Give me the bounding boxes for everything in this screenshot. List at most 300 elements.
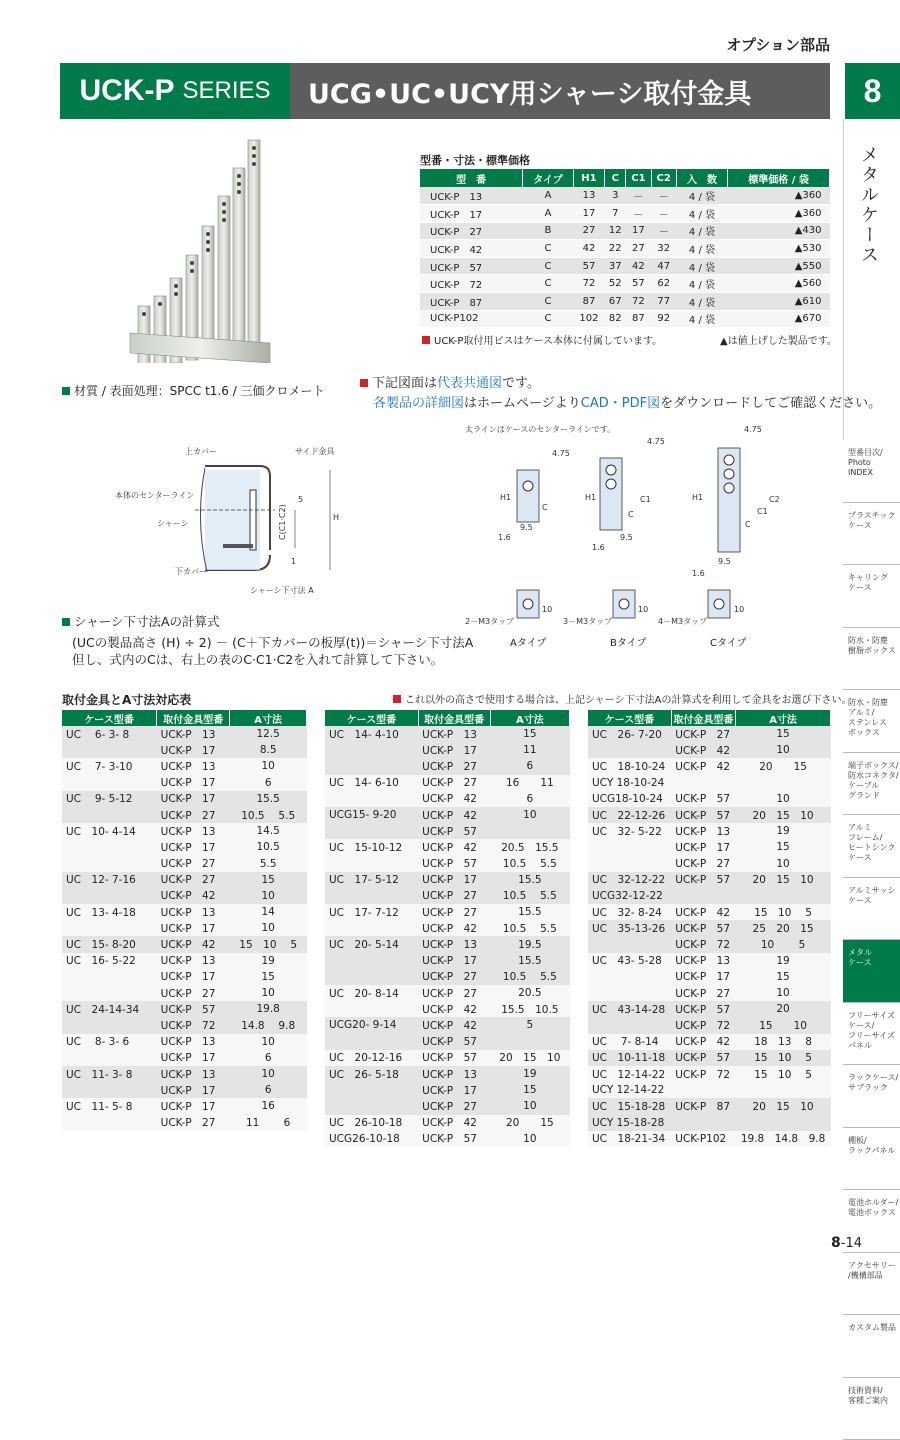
compat-cell: 16 bbox=[230, 1098, 307, 1114]
price-cell: 72 bbox=[626, 293, 651, 311]
compat-cell: 19 bbox=[230, 953, 307, 969]
screw-note bbox=[422, 332, 662, 347]
price-cell: 27 bbox=[626, 240, 651, 258]
compat-cell bbox=[325, 742, 418, 758]
compat-row bbox=[62, 1001, 307, 1017]
compat-cell: 5.5 bbox=[230, 856, 307, 872]
compat-row bbox=[325, 856, 570, 872]
compat-cell bbox=[588, 856, 671, 872]
compat-cell: 14.5 bbox=[230, 823, 307, 839]
compat-col-header: ケース型番 bbox=[588, 710, 671, 726]
cad-pdf-link[interactable]: CAD・PDF図 bbox=[581, 396, 660, 411]
compat-col-header: ケース型番 bbox=[62, 710, 157, 726]
price-cell: C bbox=[523, 275, 573, 293]
compat-cell: UCK-P 42 bbox=[671, 1034, 735, 1050]
price-cell: 62 bbox=[651, 275, 676, 293]
compat-cell bbox=[325, 1034, 418, 1050]
compat-cell: UC 12-14-22 bbox=[588, 1066, 671, 1082]
compat-cell: UC 15-10-12 bbox=[325, 839, 418, 855]
compat-cell: 10 bbox=[490, 1098, 569, 1114]
price-cell: 4 / 袋 bbox=[676, 257, 727, 275]
compat-row bbox=[588, 839, 831, 855]
compat-row bbox=[588, 872, 831, 888]
compat-cell bbox=[671, 1115, 735, 1131]
compat-cell: 15 bbox=[230, 969, 307, 985]
compat-cell: UCK-P 57 bbox=[671, 1050, 735, 1066]
compat-cell bbox=[62, 985, 157, 1001]
compat-cell: 20 15 bbox=[490, 1115, 569, 1131]
compat-row bbox=[62, 1050, 307, 1066]
compat-cell: 6 bbox=[230, 775, 307, 791]
compat-row bbox=[325, 791, 570, 807]
compat-cell: UC 14- 6-10 bbox=[325, 775, 418, 791]
compat-cell: UCK-P 27 bbox=[157, 985, 230, 1001]
sidebar-item[interactable]: カスタム製品 bbox=[843, 1315, 900, 1378]
compat-cell: UC 14- 4-10 bbox=[325, 726, 418, 742]
compat-cell bbox=[490, 823, 569, 839]
compat-cell: 11 bbox=[490, 742, 569, 758]
compat-cell: 10.5 5.5 bbox=[490, 920, 569, 936]
compat-cell bbox=[325, 856, 418, 872]
price-cell: ▲550 bbox=[728, 257, 830, 275]
compat-row bbox=[62, 839, 307, 855]
compat-cell: UCK-P 17 bbox=[157, 791, 230, 807]
compat-cell bbox=[588, 1017, 671, 1033]
price-cell: 57 bbox=[626, 275, 651, 293]
compat-cell: UC 17- 5-12 bbox=[325, 872, 418, 888]
compat-cell bbox=[62, 1017, 157, 1033]
price-cell: 4 / 袋 bbox=[676, 205, 727, 223]
compat-row bbox=[62, 775, 307, 791]
compat-cell: 20.5 bbox=[490, 985, 569, 1001]
compat-cell: UCK-P102 bbox=[671, 1131, 735, 1147]
compat-cell: UC 7- 8-14 bbox=[588, 1034, 671, 1050]
compat-row bbox=[588, 953, 831, 969]
compat-cell: UCK-P 57 bbox=[157, 1001, 230, 1017]
compat-cell bbox=[325, 920, 418, 936]
label-c: C(C1·C2) bbox=[278, 504, 287, 540]
compat-row bbox=[588, 985, 831, 1001]
price-cell: ▲560 bbox=[728, 275, 830, 293]
compat-col-header: ケース型番 bbox=[325, 710, 418, 726]
compat-cell: UC 32- 5-22 bbox=[588, 823, 671, 839]
compat-cell: UCK-P 27 bbox=[418, 904, 490, 920]
price-cell: A bbox=[523, 187, 573, 205]
compat-row bbox=[588, 1017, 831, 1033]
sidebar-item[interactable]: 棚板/ ラックパネル bbox=[843, 1128, 900, 1191]
compat-cell: UCK-P 27 bbox=[418, 969, 490, 985]
dim-c-a: C bbox=[542, 503, 548, 512]
compat-cell: UCK-P 17 bbox=[418, 953, 490, 969]
sidebar-item[interactable]: キャリング ケース bbox=[843, 565, 900, 628]
compat-cell: 19 bbox=[736, 953, 831, 969]
compat-row bbox=[325, 1098, 570, 1114]
compat-cell: 10.5 5.5 bbox=[490, 969, 569, 985]
price-cell: 67 bbox=[605, 293, 626, 311]
compat-cell: 18 13 8 bbox=[736, 1034, 831, 1050]
compat-cell: UCK-P 13 bbox=[157, 823, 230, 839]
compat-row bbox=[588, 775, 831, 791]
compat-cell: UC 10- 4-14 bbox=[62, 823, 157, 839]
compat-cell: 14 bbox=[230, 904, 307, 920]
compat-cell: UC 20- 8-14 bbox=[325, 985, 418, 1001]
compat-cell: UCK-P 27 bbox=[157, 872, 230, 888]
compat-row bbox=[325, 985, 570, 1001]
compat-row bbox=[62, 856, 307, 872]
compat-col-header: A寸法 bbox=[490, 710, 569, 726]
sidebar-item[interactable]: アルミサッシ ケース bbox=[843, 878, 900, 941]
compat-cell: 10 bbox=[736, 742, 831, 758]
compat-cell: UC 11- 3- 8 bbox=[62, 1066, 157, 1082]
compat-cell: UCK-P 27 bbox=[671, 985, 735, 1001]
price-cell: ▲530 bbox=[728, 240, 830, 258]
compat-cell: 20.5 15.5 bbox=[490, 839, 569, 855]
price-cell: 22 bbox=[605, 240, 626, 258]
price-cell: － bbox=[626, 205, 651, 223]
title-banner bbox=[60, 63, 830, 119]
compat-cell: UCK-P 13 bbox=[671, 953, 735, 969]
dim-c1-c: C1 bbox=[757, 507, 768, 516]
compat-cell bbox=[736, 888, 831, 904]
price-cell: ▲360 bbox=[728, 205, 830, 223]
compat-cell: UC 24-14-34 bbox=[62, 1001, 157, 1017]
type-c-label: Cタイプ bbox=[710, 637, 746, 649]
compat-cell: 10 5 bbox=[736, 936, 831, 952]
compat-cell: 15 10 5 bbox=[736, 904, 831, 920]
formula-line1: (UCの製品高さ (H) ÷ 2) － (C＋下カバーの板厚(t))＝シャーシ下寸法A bbox=[62, 634, 473, 651]
screw-note-text: UCK-P取付用ビスはケース本体に付属しています。 bbox=[434, 336, 662, 347]
price-cell: 57 bbox=[573, 257, 605, 275]
compat-cell: UCK-P 57 bbox=[671, 1001, 735, 1017]
compat-row bbox=[588, 807, 831, 823]
compat-row bbox=[588, 758, 831, 774]
compat-cell: UC 35-13-26 bbox=[588, 920, 671, 936]
compat-row bbox=[325, 807, 570, 823]
sidebar-item[interactable]: メタル ケース bbox=[843, 940, 900, 1003]
compat-row bbox=[62, 1066, 307, 1082]
compat-cell: 10 bbox=[230, 920, 307, 936]
compat-row bbox=[588, 1115, 831, 1131]
compat-cell: 19 bbox=[490, 1066, 569, 1082]
compat-row bbox=[62, 969, 307, 985]
compat-row bbox=[325, 1131, 570, 1147]
compat-cell: UC 20-12-16 bbox=[325, 1050, 418, 1066]
compat-cell: UCK-P 42 bbox=[418, 1115, 490, 1131]
compat-cell: 15 10 5 bbox=[736, 1066, 831, 1082]
compat-cell: UCK-P 42 bbox=[418, 1001, 490, 1017]
formula-section bbox=[62, 613, 473, 668]
compat-cell: UC 15-18-28 bbox=[588, 1098, 671, 1114]
compat-cell: UCK-P 17 bbox=[157, 1098, 230, 1114]
price-cell: 4 / 袋 bbox=[676, 293, 727, 311]
price-cell: C bbox=[523, 310, 573, 328]
price-row bbox=[420, 275, 830, 293]
sidebar-item[interactable]: 型番目次/ Photo INDEX bbox=[843, 440, 900, 503]
compat-cell: UC 13- 4-18 bbox=[62, 904, 157, 920]
compat-cell: 10.5 5.5 bbox=[490, 888, 569, 904]
compat-cell: UCK-P 42 bbox=[418, 920, 490, 936]
dim-10-a: 10 bbox=[542, 605, 552, 614]
series-light: SERIES bbox=[182, 77, 270, 105]
compat-cell: UCK-P 42 bbox=[671, 904, 735, 920]
compat-cell: 20 15 10 bbox=[736, 1098, 831, 1114]
price-cell: 4 / 袋 bbox=[676, 222, 727, 240]
compat-cell: 10.5 5.5 bbox=[490, 856, 569, 872]
compat-cell: UCK-P 57 bbox=[418, 823, 490, 839]
compat-cell bbox=[62, 969, 157, 985]
compat-cell: UCK-P 17 bbox=[157, 775, 230, 791]
compat-cell: UCK-P 13 bbox=[671, 823, 735, 839]
sidebar-item[interactable]: アルミ フレーム/ ヒートシンク ケース bbox=[843, 815, 900, 878]
price-row bbox=[420, 257, 830, 275]
compat-row bbox=[325, 758, 570, 774]
compat-cell: UCK-P 42 bbox=[157, 888, 230, 904]
compat-table-3 bbox=[588, 710, 831, 1147]
compat-row bbox=[588, 1034, 831, 1050]
compat-cell: 10.5 bbox=[230, 839, 307, 855]
sidebar-title: メタルケース bbox=[855, 145, 881, 265]
compat-cell: UCK-P 17 bbox=[157, 969, 230, 985]
compat-row bbox=[588, 888, 831, 904]
compat-row bbox=[62, 823, 307, 839]
compat-cell: UCK-P 72 bbox=[157, 1017, 230, 1033]
price-col-header: 型 番 bbox=[420, 169, 523, 187]
compat-cell: UCK-P 57 bbox=[418, 1034, 490, 1050]
compat-cell bbox=[325, 823, 418, 839]
compat-cell: UCK-P 57 bbox=[671, 791, 735, 807]
compat-row bbox=[62, 807, 307, 823]
compat-cell: UCG18-10-24 bbox=[588, 791, 671, 807]
price-cell: C bbox=[523, 240, 573, 258]
price-cell: 87 bbox=[626, 310, 651, 328]
compat-cell: UCK-P 57 bbox=[418, 1131, 490, 1147]
compat-cell: 6 bbox=[490, 758, 569, 774]
compat-cell: UCK-P 13 bbox=[157, 758, 230, 774]
compat-cell: UCK-P 42 bbox=[671, 742, 735, 758]
price-cell: ▲670 bbox=[728, 310, 830, 328]
compat-cell bbox=[62, 1115, 157, 1131]
compat-cell: 15.5 10.5 bbox=[490, 1001, 569, 1017]
compat-cell bbox=[325, 953, 418, 969]
compat-cell: UCK-P 13 bbox=[157, 1066, 230, 1082]
dim-h1-a: H1 bbox=[500, 493, 511, 502]
compat-col-header: 取付金具型番 bbox=[418, 710, 490, 726]
compat-cell bbox=[490, 1034, 569, 1050]
dl-text4: をダウンロードしてご確認ください。 bbox=[660, 396, 881, 411]
compat-cell bbox=[62, 775, 157, 791]
price-cell: 4 / 袋 bbox=[676, 187, 727, 205]
compat-cell: UCK-P 42 bbox=[157, 936, 230, 952]
price-cell: UCK-P 42 bbox=[420, 240, 523, 258]
compat-cell: UCK-P 17 bbox=[157, 1050, 230, 1066]
compat-row bbox=[62, 726, 307, 742]
compat-row bbox=[588, 1082, 831, 1098]
compat-row bbox=[588, 1001, 831, 1017]
price-col-header: C2 bbox=[651, 169, 676, 187]
page-title: UCG•UC•UCY用シャーシ取付金具 bbox=[290, 63, 830, 119]
compat-cell bbox=[325, 791, 418, 807]
dim-16-a: 1.6 bbox=[498, 533, 511, 542]
price-row bbox=[420, 310, 830, 328]
compat-cell: 5 bbox=[490, 1017, 569, 1033]
compat-cell: UCK-P 42 bbox=[418, 791, 490, 807]
dim-h1-b: H1 bbox=[585, 493, 596, 502]
compat-cell: UC 20- 5-14 bbox=[325, 936, 418, 952]
compat-cell: 15 10 5 bbox=[230, 936, 307, 952]
sidebar-item[interactable]: アクセサリー /機構部品 bbox=[843, 1253, 900, 1316]
detail-drawing-link[interactable]: 各製品の詳細図 bbox=[373, 396, 464, 411]
compat-cell: UC 22-12-26 bbox=[588, 807, 671, 823]
compat-row bbox=[325, 1017, 570, 1033]
compat-cell: 10 bbox=[230, 985, 307, 1001]
download-note bbox=[360, 374, 881, 414]
compat-cell: 25 20 15 bbox=[736, 920, 831, 936]
compat-row bbox=[62, 1115, 307, 1131]
page-number bbox=[831, 1235, 862, 1251]
compat-col-header: A寸法 bbox=[230, 710, 307, 726]
compat-cell: UC 8- 3- 6 bbox=[62, 1034, 157, 1050]
sidebar-item[interactable]: プラスチック ケース bbox=[843, 503, 900, 566]
dim-475-a: 4.75 bbox=[552, 449, 570, 458]
compat-row bbox=[325, 953, 570, 969]
compat-cell bbox=[588, 985, 671, 1001]
compat-cell: UCK-P 27 bbox=[418, 1098, 490, 1114]
compat-cell: UCK-P 57 bbox=[671, 807, 735, 823]
type-b-label: Bタイプ bbox=[610, 637, 646, 649]
price-cell: － bbox=[626, 187, 651, 205]
price-cell: 4 / 袋 bbox=[676, 240, 727, 258]
compat-cell: UCK-P 17 bbox=[418, 872, 490, 888]
sidebar-nav bbox=[843, 440, 900, 1440]
compat-row bbox=[588, 1066, 831, 1082]
compat-row bbox=[325, 936, 570, 952]
compat-cell: UCK-P 13 bbox=[157, 904, 230, 920]
page-sub: -14 bbox=[841, 1236, 862, 1251]
compat-cell: UC 6- 3- 8 bbox=[62, 726, 157, 742]
compat-cell: 10.5 5.5 bbox=[230, 807, 307, 823]
price-cell: ▲360 bbox=[728, 187, 830, 205]
compat-row bbox=[325, 1066, 570, 1082]
dim-c-b: C bbox=[628, 510, 634, 519]
sidebar-item[interactable]: 防水・防塵 アルミ/ ステンレス ボックス bbox=[843, 690, 900, 753]
compat-table-2 bbox=[325, 710, 570, 1147]
compat-cell: 20 15 10 bbox=[736, 807, 831, 823]
sidebar-item[interactable]: 技術資料/ 客種ご案内 bbox=[843, 1378, 900, 1440]
label-bottom-cover: 下カバー bbox=[175, 567, 207, 576]
price-cell: 27 bbox=[573, 222, 605, 240]
dim-475-c: 4.75 bbox=[744, 425, 762, 434]
compat-cell: UCK-P 13 bbox=[157, 953, 230, 969]
label-side-bracket: サイド金具 bbox=[295, 446, 335, 456]
compat-cell: UC 17- 7-12 bbox=[325, 904, 418, 920]
price-row bbox=[420, 187, 830, 205]
price-row bbox=[420, 222, 830, 240]
sidebar-item[interactable]: 電池ホルダー/ 電池ボックス bbox=[843, 1190, 900, 1253]
compat-cell: UCK-P 87 bbox=[671, 1098, 735, 1114]
price-cell: 77 bbox=[651, 293, 676, 311]
compat-row bbox=[62, 953, 307, 969]
compat-cell: UCK-P 13 bbox=[418, 936, 490, 952]
compat-cell: UCK-P 27 bbox=[418, 775, 490, 791]
compat-cell: UCK-P 17 bbox=[157, 920, 230, 936]
compat-cell bbox=[62, 839, 157, 855]
compat-cell: UCG32-12-22 bbox=[588, 888, 671, 904]
compat-cell: 10 bbox=[230, 1066, 307, 1082]
price-cell: C bbox=[523, 293, 573, 311]
compat-row bbox=[325, 920, 570, 936]
price-cell: C bbox=[523, 257, 573, 275]
compat-cell: UC 32-12-22 bbox=[588, 872, 671, 888]
compat-cell: UCK-P 57 bbox=[671, 872, 735, 888]
label-1: 1 bbox=[291, 557, 296, 566]
compat-cell: UCK-P 27 bbox=[418, 888, 490, 904]
compat-row bbox=[325, 839, 570, 855]
compat-row bbox=[62, 888, 307, 904]
compat-row bbox=[62, 1017, 307, 1033]
compat-cell bbox=[671, 888, 735, 904]
sidebar-item[interactable]: 端子ボックス/ 防水コネクタ/ ケーブル グランド bbox=[843, 753, 900, 816]
compat-cell: UC 10-11-18 bbox=[588, 1050, 671, 1066]
dim-10-c: 10 bbox=[734, 605, 744, 614]
compat-row bbox=[325, 888, 570, 904]
compat-row bbox=[588, 936, 831, 952]
price-col-header: 入 数 bbox=[676, 169, 727, 187]
compat-row bbox=[62, 1034, 307, 1050]
compat-cell bbox=[62, 920, 157, 936]
compat-col-header: A寸法 bbox=[736, 710, 831, 726]
price-cell: B bbox=[523, 222, 573, 240]
dim-95-a: 9.5 bbox=[520, 523, 533, 532]
compat-cell bbox=[62, 856, 157, 872]
compat-row bbox=[62, 1098, 307, 1114]
sidebar-item[interactable]: ラックケース/ サブラック bbox=[843, 1065, 900, 1128]
compat-cell: 15 10 5 bbox=[736, 1050, 831, 1066]
compat-cell: UCK-P 57 bbox=[671, 920, 735, 936]
compat-table-1 bbox=[62, 710, 307, 1131]
common-drawing-link[interactable]: 代表共通図 bbox=[437, 376, 502, 391]
sidebar-item[interactable]: 防水・防塵 樹脂ボックス bbox=[843, 628, 900, 691]
compat-row bbox=[62, 985, 307, 1001]
price-cell: UCK-P 57 bbox=[420, 257, 523, 275]
compat-row bbox=[588, 791, 831, 807]
sidebar-item[interactable]: フリーサイズ ケース/ フリーサイズ パネル bbox=[843, 1003, 900, 1066]
compat-cell: UC 11- 5- 8 bbox=[62, 1098, 157, 1114]
compat-cell: UCK-P 13 bbox=[157, 1034, 230, 1050]
series-bold: UCK-P bbox=[79, 74, 174, 108]
compat-cell: UCK-P 42 bbox=[671, 758, 735, 774]
chassis-mount-diagram bbox=[95, 440, 375, 600]
material-note bbox=[62, 382, 325, 399]
compat-cell: 15.5 bbox=[490, 904, 569, 920]
dim-16-c: 1.6 bbox=[692, 569, 705, 578]
compat-note bbox=[393, 691, 851, 706]
compat-row bbox=[62, 1082, 307, 1098]
price-cell: 87 bbox=[573, 293, 605, 311]
price-cell: － bbox=[651, 187, 676, 205]
compat-cell: UCG20- 9-14 bbox=[325, 1017, 418, 1033]
price-cell: 12 bbox=[605, 222, 626, 240]
price-cell: ▲430 bbox=[728, 222, 830, 240]
product-photo bbox=[120, 138, 300, 363]
section-number: 8 bbox=[845, 63, 900, 119]
dl-text2: です。 bbox=[502, 376, 540, 391]
bracket-type-diagram bbox=[460, 422, 780, 652]
compat-cell: 19.8 14.8 9.8 bbox=[736, 1131, 831, 1147]
price-row bbox=[420, 293, 830, 311]
price-cell: 4 / 袋 bbox=[676, 310, 727, 328]
compat-row bbox=[325, 1115, 570, 1131]
compat-cell: UCK-P 13 bbox=[157, 726, 230, 742]
